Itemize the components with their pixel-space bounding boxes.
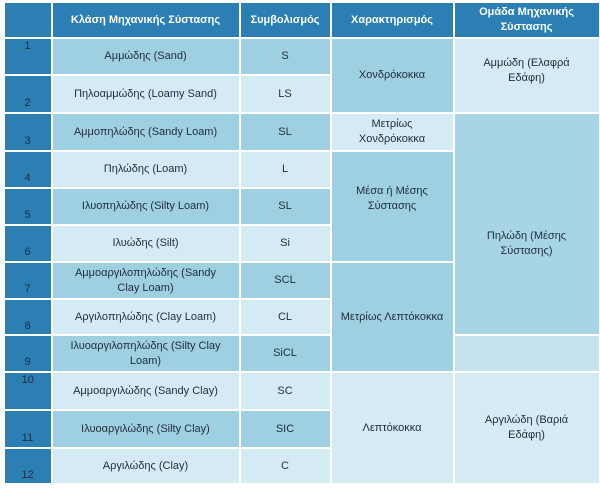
symbol-cell: SCL [240,262,331,299]
symbol-cell: CL [240,299,331,335]
table-row [4,335,600,372]
header-symbol: Συμβολισμός [240,2,331,38]
row-number: 8 [4,299,52,335]
header-group: Ομάδα Μηχανικής Σύστασης [454,2,600,38]
class-cell: Πηλοαμμώδης (Loamy Sand) [52,75,240,113]
symbol-cell: SiCL [240,335,331,372]
class-cell: Ιλυοαργιλοπηλώδης (Silty Clay Loam) [52,335,240,372]
table-row [4,113,600,151]
symbol-cell: C [240,448,331,484]
class-cell: Ιλυοαργιλώδης (Silty Clay) [52,410,240,448]
class-cell: Αργιλώδης (Clay) [52,448,240,484]
soil-texture-table [2,1,600,485]
class-cell: Αμμώδης (Sand) [52,38,240,75]
row-number: 4 [4,151,52,188]
row-number: 1 [4,38,52,75]
class-cell: Αμμοπηλώδης (Sandy Loam) [52,113,240,151]
table-row [4,372,600,410]
symbol-cell: SIC [240,410,331,448]
symbol-cell: Si [240,225,331,262]
row-number: 9 [4,335,52,372]
class-cell: Αμμοαργιλοπηλώδης (Sandy Clay Loam) [52,262,240,299]
symbol-cell: SL [240,188,331,225]
row-number: 6 [4,225,52,262]
row-number: 11 [4,410,52,448]
symbol-cell: S [240,38,331,75]
class-cell: Αργιλοπηλώδης (Clay Loam) [52,299,240,335]
class-cell: Ιλυώδης (Silt) [52,225,240,262]
symbol-cell: SL [240,113,331,151]
row-number: 10 [4,372,52,410]
group-sandy: Αμμώδη (Ελαφρά Εδάφη) [454,38,600,113]
row-number: 7 [4,262,52,299]
header-characterization: Χαρακτηρισμός [331,2,454,38]
characterization-moderately-fine: Μετρίως Λεπτόκοκκα [331,262,454,372]
characterization-fine: Λεπτόκοκκα [331,372,454,484]
class-cell: Ιλυοπηλώδης (Silty Loam) [52,188,240,225]
symbol-cell: SC [240,372,331,410]
table-row [4,38,600,75]
row-number: 3 [4,113,52,151]
characterization-moderately-coarse: Μετρίως Χονδρόκοκκα [331,113,454,151]
group-loamy-bottom [454,335,600,372]
header-class: Κλάση Μηχανικής Σύστασης [52,2,240,38]
class-cell: Αμμοαργιλώδης (Sandy Clay) [52,372,240,410]
group-loamy: Πηλώδη (Μέσης Σύστασης) [454,113,600,335]
characterization-coarse: Χονδρόκοκκα [331,38,454,113]
header-num [4,2,52,38]
characterization-medium: Μέσα ή Μέσης Σύστασης [331,151,454,262]
group-clayey: Αργιλώδη (Βαριά Εδάφη) [454,372,600,484]
row-number: 5 [4,188,52,225]
symbol-cell: LS [240,75,331,113]
class-cell: Πηλώδης (Loam) [52,151,240,188]
symbol-cell: L [240,151,331,188]
row-number: 2 [4,75,52,113]
row-number: 12 [4,448,52,484]
header-row [4,2,600,38]
